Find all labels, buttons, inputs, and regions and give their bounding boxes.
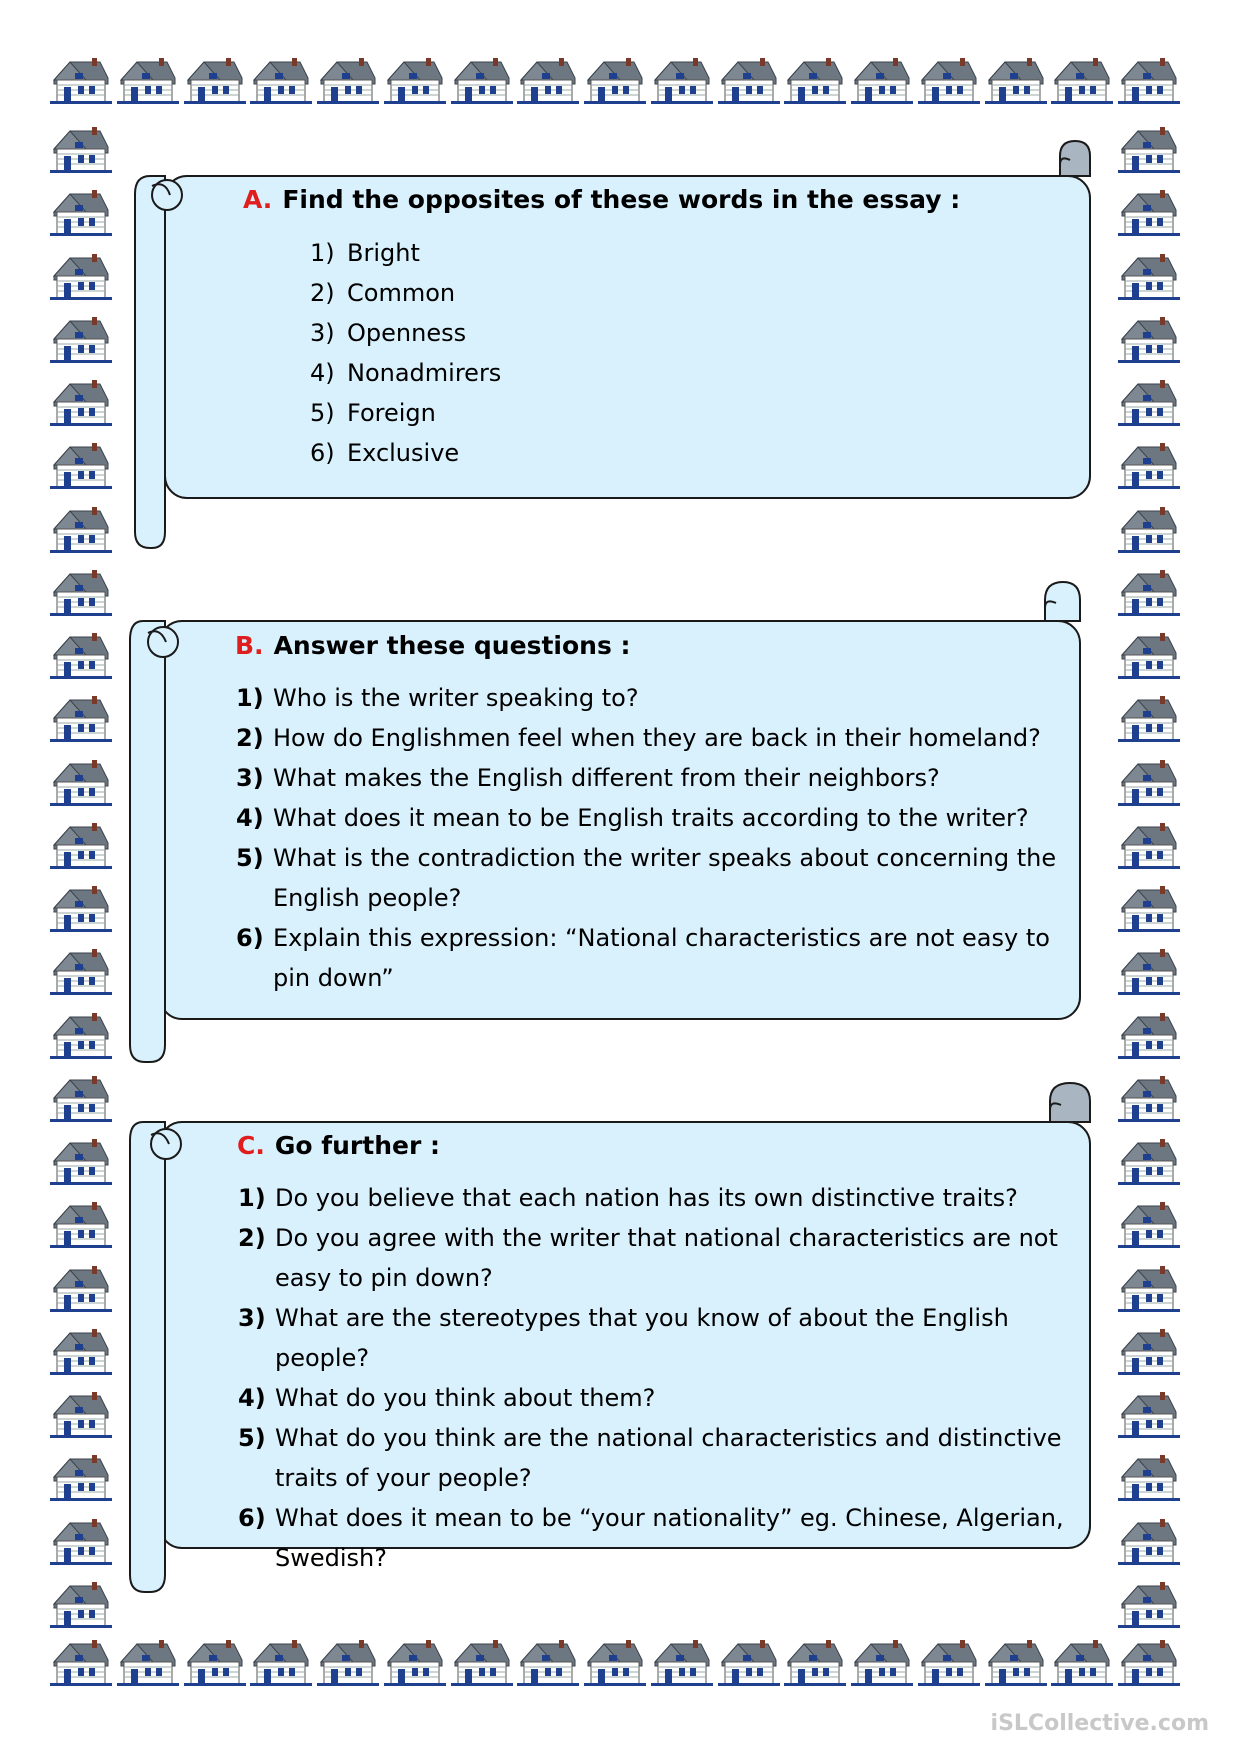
section-c-letter: C. — [237, 1131, 265, 1160]
section-c-item — [238, 1298, 1078, 1378]
item-number: 5) — [236, 844, 264, 872]
section-a-list — [310, 233, 501, 473]
item-number: 6) — [236, 924, 264, 952]
item-text: Explain this expression: “National characteristics are not easy to pin down” — [273, 924, 1050, 992]
item-text: Common — [347, 279, 456, 307]
item-number: 3) — [236, 764, 264, 792]
item-text: What is the contradiction the writer speaks about concerning the English people? — [273, 844, 1057, 912]
section-a-letter: A. — [243, 185, 273, 214]
section-b-item — [236, 718, 1066, 758]
section-b-letter: B. — [235, 631, 264, 660]
section-c-item — [238, 1418, 1078, 1498]
section-b-list — [236, 678, 1066, 998]
item-text: Bright — [347, 239, 420, 267]
section-c-item — [238, 1378, 1078, 1418]
item-number: 1) — [310, 239, 335, 267]
item-number: 5) — [238, 1424, 266, 1452]
section-a-item — [310, 233, 501, 273]
item-text: Do you agree with the writer that national characteristics are not easy to pin down? — [275, 1224, 1058, 1292]
section-c-item — [238, 1218, 1078, 1298]
section-c-heading — [237, 1131, 440, 1160]
section-b-item — [236, 838, 1066, 918]
section-a-heading — [243, 185, 960, 214]
item-text: What does it mean to be “your nationality” eg. Chinese, Algerian, Swedish? — [275, 1504, 1064, 1572]
item-number: 6) — [310, 439, 335, 467]
item-text: Foreign — [347, 399, 436, 427]
item-number: 2) — [238, 1224, 266, 1252]
section-b-heading — [235, 631, 631, 660]
item-number: 2) — [310, 279, 335, 307]
section-a-item — [310, 393, 501, 433]
item-number: 1) — [238, 1184, 266, 1212]
item-number: 3) — [238, 1304, 266, 1332]
section-a-title: Find the opposites of these words in the essay : — [282, 185, 961, 214]
item-number: 6) — [238, 1504, 266, 1532]
section-c-list — [238, 1178, 1078, 1578]
section-c-item — [238, 1178, 1078, 1218]
item-number: 1) — [236, 684, 264, 712]
section-c-title: Go further : — [274, 1131, 440, 1160]
item-number: 5) — [310, 399, 335, 427]
section-a-item — [310, 313, 501, 353]
item-text: Who is the writer speaking to? — [273, 684, 639, 712]
section-b-title: Answer these questions : — [273, 631, 631, 660]
item-number: 3) — [310, 319, 335, 347]
section-b-item — [236, 758, 1066, 798]
section-a-item — [310, 433, 501, 473]
item-number: 4) — [236, 804, 264, 832]
item-text: Exclusive — [347, 439, 460, 467]
section-a-item — [310, 353, 501, 393]
section-b-item — [236, 678, 1066, 718]
item-text: What does it mean to be English traits according to the writer? — [273, 804, 1029, 832]
item-text: Nonadmirers — [347, 359, 502, 387]
section-a-item — [310, 273, 501, 313]
section-b-item — [236, 798, 1066, 838]
item-text: What do you think are the national characteristics and distinctive traits of your people? — [275, 1424, 1062, 1492]
item-text: How do Englishmen feel when they are back in their homeland? — [273, 724, 1041, 752]
item-number: 4) — [238, 1384, 266, 1412]
item-text: What are the stereotypes that you know of about the English people? — [275, 1304, 1009, 1372]
item-number: 2) — [236, 724, 264, 752]
watermark: iSLCollective.com — [990, 1711, 1209, 1736]
item-number: 4) — [310, 359, 335, 387]
item-text: Openness — [347, 319, 467, 347]
section-c-item — [238, 1498, 1078, 1578]
item-text: What do you think about them? — [275, 1384, 656, 1412]
item-text: What makes the English different from their neighbors? — [273, 764, 940, 792]
section-b-item — [236, 918, 1066, 998]
item-text: Do you believe that each nation has its own distinctive traits? — [275, 1184, 1018, 1212]
